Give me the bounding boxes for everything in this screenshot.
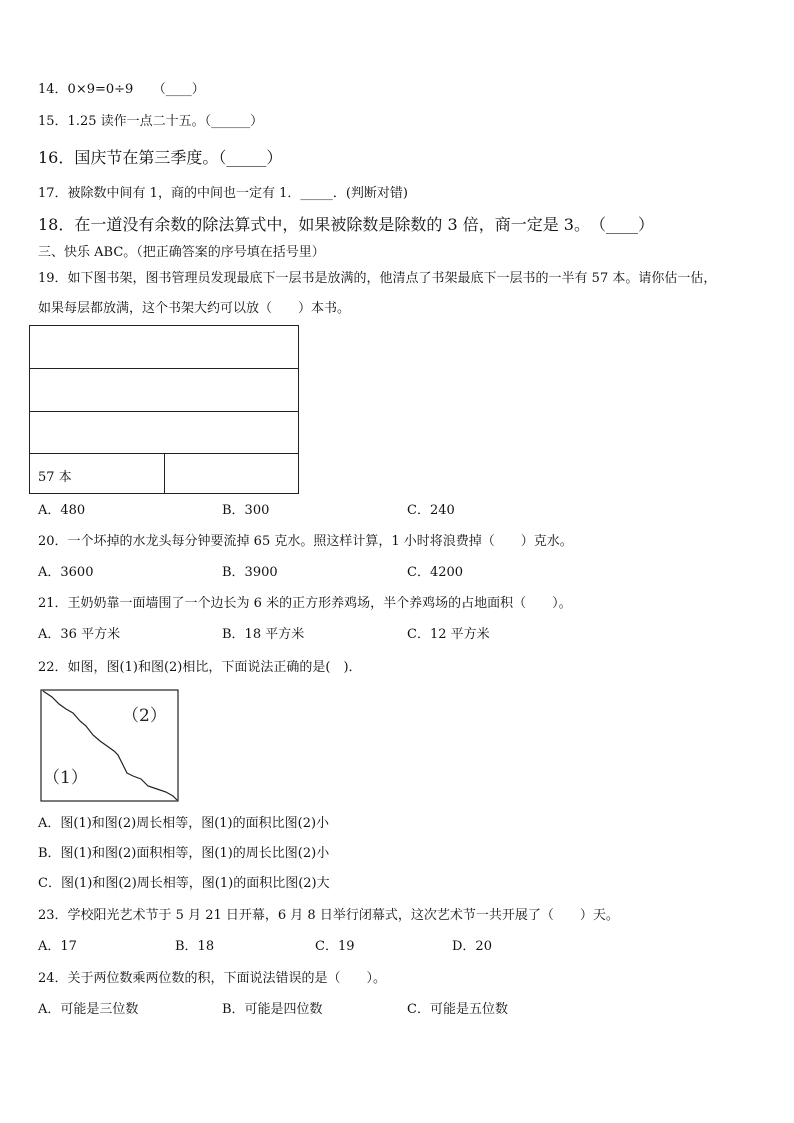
q22-option-a: A．图(1)和图(2)周长相等，图(1)的面积比图(2)小 bbox=[38, 816, 330, 831]
question-19-line-2: 如果每层都放满，这个书架大约可以放（ ）本书。 bbox=[38, 301, 351, 316]
q20-option-b: B．3900 bbox=[222, 565, 278, 580]
q19-option-a: A．480 bbox=[38, 503, 86, 518]
question-21: 21．王奶奶靠一面墙围了一个边长为 6 米的正方形养鸡场，半个养鸡场的占地面积（ ）。 bbox=[38, 596, 572, 611]
q23-option-d: D．20 bbox=[452, 939, 492, 954]
q21-option-b: B．18 平方米 bbox=[222, 627, 305, 642]
shelf-divider bbox=[30, 411, 298, 412]
question-16: 16．国庆节在第三季度。（_____） bbox=[38, 148, 283, 167]
q24-option-c: C．可能是五位数 bbox=[407, 1002, 508, 1017]
question-19-line-1: 19．如下图书架，图书管理员发现最底下一层书是放满的，他清点了书架最底下一层书的一半有 57 本。请你估一估， bbox=[38, 271, 717, 286]
q23-option-c: C．19 bbox=[315, 939, 355, 954]
q24-option-b: B．可能是四位数 bbox=[222, 1002, 323, 1017]
section-heading-3: 三、快乐 ABC。（把正确答案的序号填在括号里） bbox=[38, 245, 325, 260]
q21-option-a: A．36 平方米 bbox=[38, 627, 121, 642]
shelf-count-label: 57 本 bbox=[38, 470, 72, 485]
question-23: 23．学校阳光艺术节于 5 月 21 日开幕，6 月 8 日举行闭幕式，这次艺术节一共开展了（ ）天。 bbox=[38, 908, 619, 923]
question-15: 15．1.25 读作一点二十五。（______） bbox=[38, 114, 264, 129]
figure-label-1: （1） bbox=[43, 768, 88, 788]
question-24: 24．关于两位数乘两位数的积，下面说法错误的是（ ）。 bbox=[38, 971, 387, 986]
q22-option-c: C．图(1)和图(2)周长相等，图(1)的面积比图(2)大 bbox=[38, 876, 330, 891]
figure-label-2: （2） bbox=[122, 706, 167, 726]
q24-option-a: A．可能是三位数 bbox=[38, 1002, 139, 1017]
split-square-figure bbox=[40, 689, 180, 807]
question-18: 18．在一道没有余数的除法算式中，如果被除数是除数的 3 倍，商一定是 3。 （____） bbox=[38, 215, 654, 234]
q23-option-b: B．18 bbox=[175, 939, 215, 954]
question-17: 17．被除数中间有 1，商的中间也一定有 1．_____．(判断对错) bbox=[38, 186, 408, 201]
q21-option-c: C．12 平方米 bbox=[407, 627, 490, 642]
shelf-divider bbox=[30, 368, 298, 369]
shelf-vertical-divider bbox=[164, 453, 165, 493]
q19-option-b: B．300 bbox=[222, 503, 270, 518]
bookshelf-figure bbox=[29, 325, 299, 494]
question-14: 14．0×9=0÷9 （____） bbox=[38, 82, 205, 97]
q22-option-b: B．图(1)和图(2)面积相等，图(1)的周长比图(2)小 bbox=[38, 846, 330, 861]
q19-option-c: C．240 bbox=[407, 503, 455, 518]
q20-option-c: C．4200 bbox=[407, 565, 464, 580]
q20-option-a: A．3600 bbox=[38, 565, 94, 580]
split-square-svg bbox=[40, 689, 180, 803]
q23-option-a: A．17 bbox=[38, 939, 77, 954]
question-20: 20．一个坏掉的水龙头每分钟要流掉 65 克水。照这样计算，1 小时将浪费掉（ ）克水。 bbox=[38, 534, 573, 549]
question-22: 22．如图，图(1)和图(2)相比，下面说法正确的是( )． bbox=[38, 660, 362, 675]
